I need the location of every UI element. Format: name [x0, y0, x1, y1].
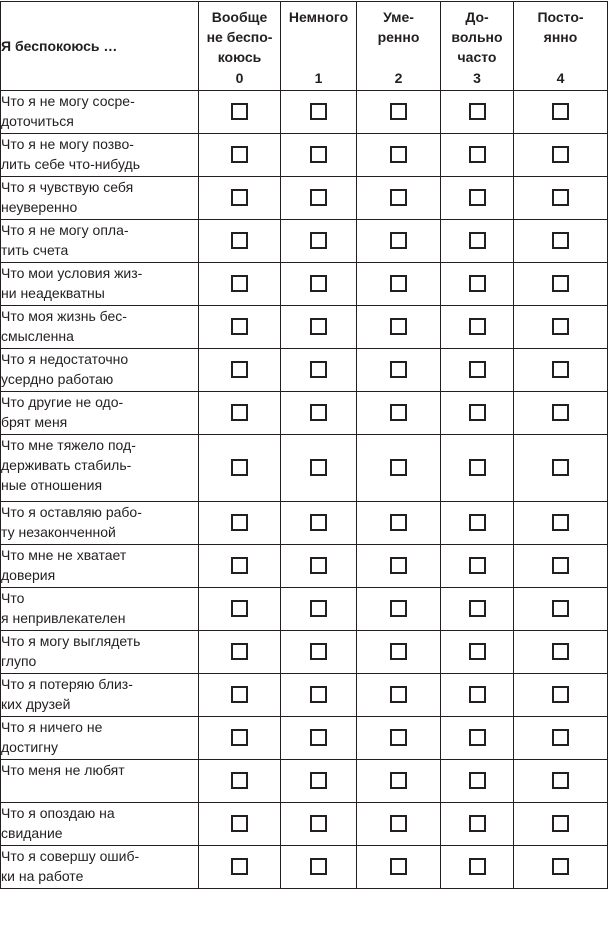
answer-checkbox-1[interactable] [310, 686, 327, 703]
survey-question-text: Что я не могу сосре- доточиться [1, 91, 199, 134]
option-header-3 [441, 2, 514, 91]
answer-cell-4 [514, 349, 608, 392]
answer-cell-4 [514, 134, 608, 177]
survey-row [1, 177, 608, 220]
survey-row [1, 545, 608, 588]
option-value: 4 [556, 70, 565, 86]
answer-checkbox-3[interactable] [469, 103, 486, 120]
survey-question-text: Что я не могу опла- тить счета [1, 220, 199, 263]
answer-cell-1 [281, 502, 357, 545]
answer-checkbox-3[interactable] [469, 189, 486, 206]
answer-checkbox-4[interactable] [552, 232, 569, 249]
answer-cell-1 [281, 91, 357, 134]
answer-checkbox-4[interactable] [552, 318, 569, 335]
answer-checkbox-3[interactable] [469, 459, 486, 476]
answer-checkbox-4[interactable] [552, 858, 569, 875]
answer-cell-2 [357, 717, 441, 760]
answer-checkbox-2[interactable] [390, 600, 407, 617]
answer-cell-0 [199, 91, 281, 134]
answer-cell-0 [199, 631, 281, 674]
answer-checkbox-4[interactable] [552, 772, 569, 789]
answer-checkbox-4[interactable] [552, 459, 569, 476]
survey-question-text: Что мои условия жиз- ни неадекватны [1, 263, 199, 306]
answer-cell-3 [441, 435, 514, 502]
answer-checkbox-0[interactable] [231, 729, 248, 746]
answer-cell-0 [199, 220, 281, 263]
answer-checkbox-4[interactable] [552, 404, 569, 421]
answer-cell-3 [441, 717, 514, 760]
answer-checkbox-1[interactable] [310, 858, 327, 875]
survey-body [1, 91, 608, 889]
answer-checkbox-4[interactable] [552, 514, 569, 531]
answer-checkbox-1[interactable] [310, 189, 327, 206]
answer-cell-1 [281, 717, 357, 760]
answer-cell-0 [199, 846, 281, 889]
answer-cell-2 [357, 760, 441, 803]
answer-checkbox-3[interactable] [469, 404, 486, 421]
answer-checkbox-3[interactable] [469, 361, 486, 378]
answer-cell-2 [357, 349, 441, 392]
option-header-1 [281, 2, 357, 91]
option-label: Посто- янно [537, 9, 584, 45]
answer-checkbox-0[interactable] [231, 361, 248, 378]
answer-checkbox-2[interactable] [390, 772, 407, 789]
answer-cell-1 [281, 392, 357, 435]
answer-cell-2 [357, 435, 441, 502]
answer-cell-2 [357, 91, 441, 134]
answer-cell-0 [199, 502, 281, 545]
answer-cell-0 [199, 545, 281, 588]
answer-cell-3 [441, 220, 514, 263]
survey-question-text: Что меня не любят [1, 760, 199, 803]
answer-cell-4 [514, 263, 608, 306]
question-column-header: Я беспокоюсь … [1, 2, 199, 91]
answer-checkbox-4[interactable] [552, 600, 569, 617]
answer-cell-0 [199, 349, 281, 392]
answer-cell-3 [441, 392, 514, 435]
answer-checkbox-3[interactable] [469, 729, 486, 746]
answer-cell-4 [514, 306, 608, 349]
answer-checkbox-0[interactable] [231, 600, 248, 617]
answer-checkbox-1[interactable] [310, 772, 327, 789]
survey-question-text: Что моя жизнь бес- смысленна [1, 306, 199, 349]
answer-checkbox-3[interactable] [469, 686, 486, 703]
answer-cell-4 [514, 177, 608, 220]
answer-checkbox-1[interactable] [310, 514, 327, 531]
answer-checkbox-1[interactable] [310, 404, 327, 421]
answer-cell-4 [514, 502, 608, 545]
answer-cell-2 [357, 674, 441, 717]
survey-row [1, 220, 608, 263]
answer-cell-0 [199, 435, 281, 502]
answer-cell-3 [441, 631, 514, 674]
answer-cell-4 [514, 435, 608, 502]
answer-cell-1 [281, 134, 357, 177]
answer-cell-1 [281, 177, 357, 220]
answer-checkbox-1[interactable] [310, 729, 327, 746]
answer-checkbox-0[interactable] [231, 514, 248, 531]
answer-cell-4 [514, 220, 608, 263]
answer-cell-2 [357, 263, 441, 306]
answer-cell-4 [514, 545, 608, 588]
survey-row [1, 846, 608, 889]
answer-cell-0 [199, 392, 281, 435]
survey-row [1, 349, 608, 392]
answer-checkbox-3[interactable] [469, 514, 486, 531]
answer-checkbox-3[interactable] [469, 600, 486, 617]
answer-checkbox-0[interactable] [231, 459, 248, 476]
answer-checkbox-3[interactable] [469, 772, 486, 789]
answer-checkbox-3[interactable] [469, 557, 486, 574]
survey-question-text: Что мне тяжело под- держивать стабиль- ные отношения [1, 435, 199, 502]
answer-cell-3 [441, 263, 514, 306]
survey-row [1, 631, 608, 674]
answer-cell-1 [281, 263, 357, 306]
option-label: Вообще не беспо- коюсь [206, 9, 273, 65]
answer-cell-4 [514, 717, 608, 760]
answer-cell-1 [281, 588, 357, 631]
answer-checkbox-3[interactable] [469, 815, 486, 832]
survey-question-text: Что я оставляю рабо- ту незаконченной [1, 502, 199, 545]
answer-cell-3 [441, 177, 514, 220]
answer-cell-2 [357, 502, 441, 545]
survey-row [1, 588, 608, 631]
answer-cell-4 [514, 588, 608, 631]
option-header-2 [357, 2, 441, 91]
answer-cell-0 [199, 177, 281, 220]
answer-cell-3 [441, 134, 514, 177]
option-value: 0 [235, 70, 244, 86]
option-label: Уме- ренно [377, 9, 420, 45]
survey-row [1, 717, 608, 760]
answer-checkbox-3[interactable] [469, 858, 486, 875]
option-value: 2 [394, 70, 403, 86]
answer-checkbox-1[interactable] [310, 146, 327, 163]
answer-checkbox-3[interactable] [469, 146, 486, 163]
option-value: 3 [473, 70, 481, 86]
answer-cell-3 [441, 91, 514, 134]
answer-checkbox-1[interactable] [310, 600, 327, 617]
survey-row [1, 91, 608, 134]
answer-checkbox-0[interactable] [231, 146, 248, 163]
answer-cell-3 [441, 545, 514, 588]
survey-question-text: Что я могу выглядеть глупо [1, 631, 199, 674]
answer-checkbox-0[interactable] [231, 557, 248, 574]
answer-checkbox-4[interactable] [552, 275, 569, 292]
option-label: Немного [288, 9, 349, 25]
answer-checkbox-1[interactable] [310, 103, 327, 120]
answer-checkbox-1[interactable] [310, 459, 327, 476]
answer-cell-0 [199, 674, 281, 717]
answer-checkbox-0[interactable] [231, 318, 248, 335]
answer-checkbox-2[interactable] [390, 103, 407, 120]
survey-row [1, 263, 608, 306]
option-header-0 [199, 2, 281, 91]
survey-question-text: Что я не могу позво- лить себе что-нибудь [1, 134, 199, 177]
answer-cell-3 [441, 306, 514, 349]
answer-checkbox-0[interactable] [231, 232, 248, 249]
answer-checkbox-4[interactable] [552, 643, 569, 660]
answer-cell-3 [441, 846, 514, 889]
answer-checkbox-2[interactable] [390, 858, 407, 875]
survey-question-text: Что я совершу ошиб- ки на работе [1, 846, 199, 889]
survey-question-text: Что я недостаточно усердно работаю [1, 349, 199, 392]
answer-cell-1 [281, 220, 357, 263]
answer-cell-4 [514, 91, 608, 134]
answer-checkbox-2[interactable] [390, 459, 407, 476]
answer-checkbox-0[interactable] [231, 103, 248, 120]
answer-checkbox-4[interactable] [552, 686, 569, 703]
answer-checkbox-4[interactable] [552, 189, 569, 206]
answer-cell-3 [441, 588, 514, 631]
answer-cell-1 [281, 803, 357, 846]
answer-cell-2 [357, 803, 441, 846]
answer-cell-1 [281, 349, 357, 392]
answer-cell-3 [441, 674, 514, 717]
answer-cell-3 [441, 502, 514, 545]
answer-checkbox-4[interactable] [552, 361, 569, 378]
answer-cell-3 [441, 803, 514, 846]
survey-question-text: Что я потеряю близ- ких друзей [1, 674, 199, 717]
answer-checkbox-4[interactable] [552, 815, 569, 832]
answer-checkbox-0[interactable] [231, 772, 248, 789]
answer-checkbox-2[interactable] [390, 146, 407, 163]
answer-checkbox-0[interactable] [231, 643, 248, 660]
answer-cell-1 [281, 674, 357, 717]
answer-cell-1 [281, 631, 357, 674]
answer-cell-2 [357, 177, 441, 220]
answer-checkbox-1[interactable] [310, 557, 327, 574]
answer-checkbox-2[interactable] [390, 815, 407, 832]
answer-checkbox-1[interactable] [310, 275, 327, 292]
survey-row [1, 435, 608, 502]
header-row [1, 2, 608, 91]
answer-cell-2 [357, 134, 441, 177]
survey-question-text: Что я чувствую себя неуверенно [1, 177, 199, 220]
survey-row [1, 134, 608, 177]
answer-checkbox-0[interactable] [231, 275, 248, 292]
answer-checkbox-2[interactable] [390, 189, 407, 206]
answer-cell-0 [199, 306, 281, 349]
answer-cell-2 [357, 846, 441, 889]
answer-checkbox-1[interactable] [310, 361, 327, 378]
answer-checkbox-4[interactable] [552, 557, 569, 574]
answer-checkbox-2[interactable] [390, 686, 407, 703]
answer-cell-4 [514, 760, 608, 803]
answer-checkbox-4[interactable] [552, 146, 569, 163]
answer-checkbox-1[interactable] [310, 815, 327, 832]
answer-cell-0 [199, 134, 281, 177]
answer-cell-4 [514, 392, 608, 435]
answer-cell-2 [357, 631, 441, 674]
answer-checkbox-2[interactable] [390, 318, 407, 335]
answer-checkbox-3[interactable] [469, 232, 486, 249]
option-label: До- вольно часто [451, 9, 503, 65]
answer-cell-4 [514, 846, 608, 889]
answer-cell-1 [281, 435, 357, 502]
option-value: 1 [314, 70, 323, 86]
answer-cell-4 [514, 631, 608, 674]
answer-cell-2 [357, 588, 441, 631]
survey-question-text: Что другие не одо- брят меня [1, 392, 199, 435]
survey-row [1, 803, 608, 846]
answer-checkbox-1[interactable] [310, 232, 327, 249]
answer-cell-2 [357, 545, 441, 588]
answer-checkbox-1[interactable] [310, 643, 327, 660]
answer-checkbox-2[interactable] [390, 643, 407, 660]
survey-row [1, 674, 608, 717]
survey-question-text: Что я непривлекателен [1, 588, 199, 631]
answer-cell-0 [199, 263, 281, 306]
answer-checkbox-3[interactable] [469, 318, 486, 335]
answer-cell-4 [514, 674, 608, 717]
survey-question-text: Что я опоздаю на свидание [1, 803, 199, 846]
answer-checkbox-4[interactable] [552, 103, 569, 120]
answer-checkbox-0[interactable] [231, 686, 248, 703]
option-header-4 [514, 2, 608, 91]
survey-row [1, 760, 608, 803]
answer-checkbox-3[interactable] [469, 643, 486, 660]
answer-checkbox-3[interactable] [469, 275, 486, 292]
answer-cell-2 [357, 392, 441, 435]
answer-cell-3 [441, 349, 514, 392]
answer-checkbox-0[interactable] [231, 815, 248, 832]
answer-checkbox-2[interactable] [390, 514, 407, 531]
answer-cell-1 [281, 306, 357, 349]
answer-checkbox-2[interactable] [390, 729, 407, 746]
survey-row [1, 392, 608, 435]
answer-cell-3 [441, 760, 514, 803]
answer-cell-4 [514, 803, 608, 846]
answer-checkbox-4[interactable] [552, 729, 569, 746]
answer-checkbox-2[interactable] [390, 404, 407, 421]
survey-question-text: Что я ничего не достигну [1, 717, 199, 760]
answer-cell-0 [199, 803, 281, 846]
answer-cell-0 [199, 588, 281, 631]
answer-cell-2 [357, 306, 441, 349]
answer-checkbox-2[interactable] [390, 232, 407, 249]
answer-cell-1 [281, 545, 357, 588]
answer-checkbox-0[interactable] [231, 858, 248, 875]
answer-checkbox-2[interactable] [390, 275, 407, 292]
answer-checkbox-0[interactable] [231, 404, 248, 421]
answer-cell-1 [281, 846, 357, 889]
answer-checkbox-0[interactable] [231, 189, 248, 206]
answer-cell-2 [357, 220, 441, 263]
answer-checkbox-2[interactable] [390, 361, 407, 378]
answer-cell-1 [281, 760, 357, 803]
worry-survey-table [0, 1, 608, 889]
survey-row [1, 306, 608, 349]
answer-cell-0 [199, 760, 281, 803]
survey-question-text: Что мне не хватает доверия [1, 545, 199, 588]
survey-row [1, 502, 608, 545]
answer-cell-0 [199, 717, 281, 760]
answer-checkbox-2[interactable] [390, 557, 407, 574]
answer-checkbox-1[interactable] [310, 318, 327, 335]
